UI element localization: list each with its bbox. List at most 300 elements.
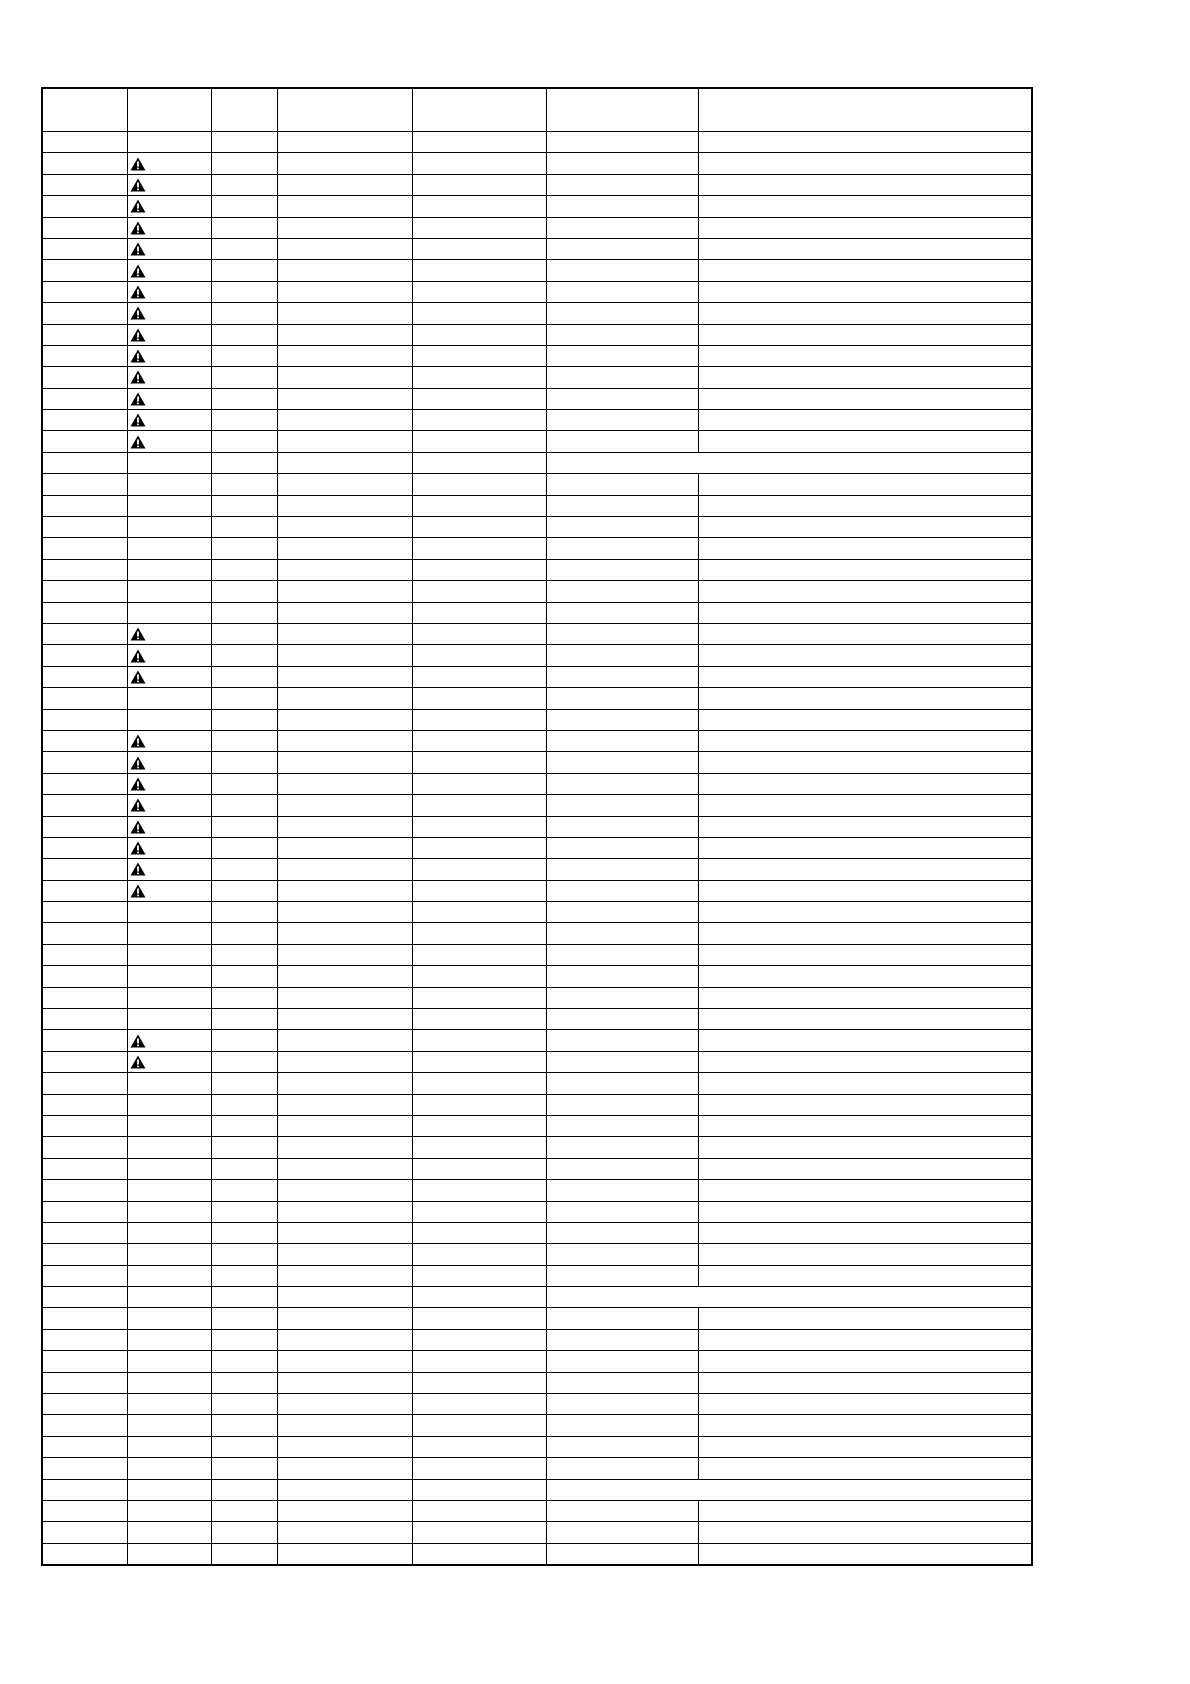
table-cell <box>127 1329 211 1350</box>
table-cell <box>698 944 1032 965</box>
table-cell <box>277 944 412 965</box>
table-cell <box>412 303 546 324</box>
table-cell <box>127 1051 211 1072</box>
table-cell <box>412 1051 546 1072</box>
table-cell <box>277 1158 412 1179</box>
table-cell <box>211 474 277 495</box>
table-cell <box>412 923 546 944</box>
table-cell <box>211 1265 277 1286</box>
table-cell <box>127 987 211 1008</box>
table-cell <box>546 1137 698 1158</box>
table-cell <box>546 1201 698 1222</box>
table-cell <box>277 452 412 473</box>
table-cell <box>211 602 277 623</box>
table-cell <box>546 1415 698 1436</box>
table-cell <box>127 559 211 580</box>
table-cell <box>211 837 277 858</box>
table-cell <box>277 666 412 687</box>
table-cell <box>277 730 412 751</box>
table-cell <box>42 1265 127 1286</box>
table-cell <box>42 944 127 965</box>
table-cell <box>698 388 1032 409</box>
table-cell <box>412 816 546 837</box>
table-cell <box>412 1479 546 1500</box>
table-row <box>42 538 1032 559</box>
table-row <box>42 174 1032 195</box>
table-cell <box>211 452 277 473</box>
table-cell <box>698 1265 1032 1286</box>
table-row <box>42 730 1032 751</box>
table-cell <box>42 752 127 773</box>
table-cell <box>412 688 546 709</box>
table-cell <box>211 923 277 944</box>
table-cell <box>698 324 1032 345</box>
warning-triangle-icon <box>130 306 146 320</box>
warning-triangle-icon <box>130 349 146 363</box>
table-cell <box>277 816 412 837</box>
table-cell <box>127 666 211 687</box>
table-cell <box>546 174 698 195</box>
table-cell <box>42 431 127 452</box>
table-cell <box>211 1436 277 1457</box>
table-cell <box>698 1009 1032 1030</box>
table-cell <box>412 324 546 345</box>
table-cell <box>127 944 211 965</box>
table-cell <box>412 1265 546 1286</box>
table-cell <box>546 645 698 666</box>
table-cell <box>211 1329 277 1350</box>
table-cell <box>546 1522 698 1543</box>
table-cell <box>211 1415 277 1436</box>
table-cell <box>277 196 412 217</box>
table-cell <box>277 645 412 666</box>
table-cell <box>546 153 698 174</box>
table-cell <box>127 859 211 880</box>
table-cell <box>211 174 277 195</box>
table-row <box>42 410 1032 431</box>
table-cell <box>127 602 211 623</box>
table-cell <box>42 1009 127 1030</box>
table-cell <box>698 1244 1032 1265</box>
table-cell <box>42 966 127 987</box>
table-cell <box>546 1094 698 1115</box>
table-cell <box>42 1201 127 1222</box>
table-row <box>42 1222 1032 1243</box>
table-cell <box>211 966 277 987</box>
table-cell <box>412 1094 546 1115</box>
table-cell <box>127 517 211 538</box>
table-row <box>42 987 1032 1008</box>
table-cell <box>42 795 127 816</box>
table-row <box>42 902 1032 923</box>
table-cell <box>412 795 546 816</box>
table-cell <box>546 345 698 366</box>
table-cell <box>546 966 698 987</box>
table-cell <box>127 538 211 559</box>
table-cell <box>277 623 412 644</box>
table-cell <box>42 1329 127 1350</box>
table-cell <box>211 1458 277 1479</box>
table-cell <box>412 1458 546 1479</box>
table-cell <box>42 645 127 666</box>
table-cell <box>412 132 546 153</box>
warning-triangle-icon <box>130 328 146 342</box>
table-cell <box>211 623 277 644</box>
table-cell <box>277 1436 412 1457</box>
table-cell <box>211 1094 277 1115</box>
table-cell <box>277 132 412 153</box>
table-cell <box>546 1394 698 1415</box>
table-cell <box>211 517 277 538</box>
table-cell <box>42 1501 127 1522</box>
table-cell <box>698 837 1032 858</box>
table-cell <box>277 1351 412 1372</box>
table-cell <box>698 367 1032 388</box>
table-cell <box>698 1415 1032 1436</box>
table-cell <box>211 773 277 794</box>
parts-list-sheet <box>41 87 1031 1573</box>
table-row <box>42 666 1032 687</box>
table-cell <box>412 559 546 580</box>
table-cell <box>698 1372 1032 1393</box>
table-cell <box>211 1522 277 1543</box>
table-cell <box>698 1137 1032 1158</box>
table-cell <box>546 1222 698 1243</box>
table-cell <box>277 902 412 923</box>
table-cell <box>698 581 1032 602</box>
table-cell <box>211 795 277 816</box>
table-cell <box>211 902 277 923</box>
table-row <box>42 1372 1032 1393</box>
table-cell <box>698 1308 1032 1329</box>
warning-triangle-icon <box>130 264 146 278</box>
table-cell <box>277 581 412 602</box>
table-cell <box>42 816 127 837</box>
table-cell <box>211 1287 277 1308</box>
table-cell <box>546 773 698 794</box>
table-cell <box>277 1394 412 1415</box>
table-cell <box>211 1158 277 1179</box>
table-cell <box>42 623 127 644</box>
table-cell <box>127 1030 211 1051</box>
table-cell <box>277 709 412 730</box>
table-cell <box>127 1265 211 1286</box>
table-cell <box>127 1094 211 1115</box>
table-cell <box>127 132 211 153</box>
table-cell <box>546 795 698 816</box>
table-row <box>42 1287 1032 1308</box>
table-cell <box>277 859 412 880</box>
table-row <box>42 1201 1032 1222</box>
table-cell <box>211 303 277 324</box>
table-cell <box>42 260 127 281</box>
table-cell <box>42 1308 127 1329</box>
table-row <box>42 709 1032 730</box>
header-cell <box>42 88 127 132</box>
table-cell <box>42 859 127 880</box>
table-cell <box>277 773 412 794</box>
table-cell <box>546 581 698 602</box>
table-row <box>42 1137 1032 1158</box>
table-cell <box>698 1222 1032 1243</box>
table-cell <box>127 260 211 281</box>
table-cell <box>127 1244 211 1265</box>
table-cell <box>42 730 127 751</box>
table-cell <box>211 645 277 666</box>
table-cell <box>42 837 127 858</box>
table-cell <box>277 1180 412 1201</box>
table-cell <box>42 688 127 709</box>
table-cell <box>546 880 698 901</box>
table-cell <box>412 410 546 431</box>
table-cell <box>277 431 412 452</box>
table-cell <box>546 1501 698 1522</box>
table-cell <box>277 1115 412 1136</box>
table-cell <box>211 1115 277 1136</box>
header-cell <box>698 88 1032 132</box>
table-cell <box>698 517 1032 538</box>
warning-triangle-icon <box>130 777 146 791</box>
table-row <box>42 559 1032 580</box>
table-cell <box>277 517 412 538</box>
table-row <box>42 1308 1032 1329</box>
table-cell <box>42 1158 127 1179</box>
table-cell <box>412 837 546 858</box>
table-row <box>42 1329 1032 1350</box>
warning-triangle-icon <box>130 221 146 235</box>
table-cell <box>211 1351 277 1372</box>
table-cell <box>277 174 412 195</box>
table-cell <box>546 410 698 431</box>
table-cell <box>277 538 412 559</box>
table-cell <box>42 367 127 388</box>
table-cell <box>127 730 211 751</box>
table-cell <box>127 452 211 473</box>
table-cell <box>277 345 412 366</box>
table-cell <box>546 474 698 495</box>
table-cell <box>277 1543 412 1565</box>
table-cell <box>211 495 277 516</box>
warning-triangle-icon <box>130 157 146 171</box>
table-cell <box>277 1009 412 1030</box>
table-cell <box>546 367 698 388</box>
table-cell <box>211 388 277 409</box>
table-cell <box>127 217 211 238</box>
table-cell <box>277 559 412 580</box>
warning-triangle-icon <box>130 1034 146 1048</box>
table-cell <box>211 688 277 709</box>
table-cell <box>127 324 211 345</box>
table-cell <box>42 1115 127 1136</box>
table-cell <box>412 1073 546 1094</box>
warning-triangle-icon <box>130 242 146 256</box>
table-row <box>42 1051 1032 1072</box>
table-cell <box>127 474 211 495</box>
table-row <box>42 859 1032 880</box>
table-cell <box>42 324 127 345</box>
warning-triangle-icon <box>130 884 146 898</box>
table-cell <box>412 730 546 751</box>
table-cell <box>211 1372 277 1393</box>
table-cell <box>698 1094 1032 1115</box>
table-cell <box>42 1543 127 1565</box>
table-cell <box>127 1158 211 1179</box>
table-cell <box>127 1115 211 1136</box>
table-cell <box>698 795 1032 816</box>
warning-triangle-icon <box>130 862 146 876</box>
table-cell <box>42 1372 127 1393</box>
table-cell <box>42 1137 127 1158</box>
table-header-row <box>42 88 1032 132</box>
table-row <box>42 773 1032 794</box>
table-cell <box>277 1308 412 1329</box>
table-cell <box>412 1287 546 1308</box>
table-cell <box>698 281 1032 302</box>
table-cell <box>127 923 211 944</box>
table-cell <box>698 474 1032 495</box>
table-cell <box>42 303 127 324</box>
table-row <box>42 1244 1032 1265</box>
table-cell <box>211 816 277 837</box>
table-row <box>42 153 1032 174</box>
table-cell <box>211 1051 277 1072</box>
table-row <box>42 1094 1032 1115</box>
table-cell <box>127 645 211 666</box>
table-cell <box>698 495 1032 516</box>
table-cell <box>412 1501 546 1522</box>
table-cell <box>698 1158 1032 1179</box>
table-cell <box>546 1458 698 1479</box>
table-cell <box>277 324 412 345</box>
table-cell <box>42 495 127 516</box>
table-cell <box>412 966 546 987</box>
table-cell <box>42 517 127 538</box>
table-cell <box>698 1458 1032 1479</box>
table-cell <box>42 1458 127 1479</box>
table-cell <box>412 281 546 302</box>
table-cell <box>277 153 412 174</box>
table-row <box>42 1415 1032 1436</box>
header-cell <box>546 88 698 132</box>
table-row <box>42 1009 1032 1030</box>
table-cell <box>277 1479 412 1500</box>
table-row <box>42 238 1032 259</box>
table-cell <box>211 752 277 773</box>
table-cell <box>412 944 546 965</box>
table-cell <box>546 388 698 409</box>
table-cell <box>127 1201 211 1222</box>
table-cell <box>42 1351 127 1372</box>
table-cell <box>546 1115 698 1136</box>
warning-triangle-icon <box>130 370 146 384</box>
table-row <box>42 752 1032 773</box>
warning-triangle-icon <box>130 392 146 406</box>
table-cell <box>546 1265 698 1286</box>
table-cell <box>127 367 211 388</box>
table-cell <box>546 217 698 238</box>
table-cell <box>546 1329 698 1350</box>
table-cell <box>211 538 277 559</box>
table-cell <box>546 495 698 516</box>
table-cell <box>127 1436 211 1457</box>
table-cell <box>211 559 277 580</box>
table-cell <box>277 217 412 238</box>
table-cell <box>546 1479 1032 1500</box>
table-cell <box>412 495 546 516</box>
table-cell <box>698 816 1032 837</box>
table-cell <box>698 1501 1032 1522</box>
table-cell <box>127 1180 211 1201</box>
table-row <box>42 260 1032 281</box>
table-cell <box>412 1372 546 1393</box>
table-cell <box>277 1522 412 1543</box>
table-cell <box>546 1244 698 1265</box>
table-row <box>42 431 1032 452</box>
table-cell <box>42 581 127 602</box>
table-cell <box>546 1287 1032 1308</box>
table-cell <box>412 1329 546 1350</box>
table-cell <box>42 538 127 559</box>
table-cell <box>42 281 127 302</box>
table-cell <box>211 944 277 965</box>
table-cell <box>698 688 1032 709</box>
table-cell <box>698 153 1032 174</box>
table-row <box>42 623 1032 644</box>
table-row <box>42 132 1032 153</box>
table-row <box>42 966 1032 987</box>
table-cell <box>546 666 698 687</box>
table-cell <box>42 1094 127 1115</box>
table-cell <box>277 410 412 431</box>
table-cell <box>412 602 546 623</box>
table-row <box>42 1394 1032 1415</box>
table-cell <box>412 1522 546 1543</box>
table-cell <box>42 1030 127 1051</box>
table-cell <box>127 966 211 987</box>
table-cell <box>127 1372 211 1393</box>
table-cell <box>412 538 546 559</box>
table-cell <box>277 1501 412 1522</box>
warning-triangle-icon <box>130 1055 146 1069</box>
warning-triangle-icon <box>130 199 146 213</box>
table-cell <box>698 1329 1032 1350</box>
table-cell <box>546 859 698 880</box>
table-cell <box>42 773 127 794</box>
table-cell <box>277 1201 412 1222</box>
table-cell <box>698 645 1032 666</box>
table-cell <box>277 303 412 324</box>
table-cell <box>698 238 1032 259</box>
table-cell <box>127 880 211 901</box>
table-cell <box>127 1073 211 1094</box>
table-cell <box>211 431 277 452</box>
table-cell <box>698 880 1032 901</box>
table-cell <box>698 1436 1032 1457</box>
table-cell <box>42 923 127 944</box>
parts-table <box>41 87 1033 1566</box>
table-cell <box>698 902 1032 923</box>
table-cell <box>42 1415 127 1436</box>
table-cell <box>412 1394 546 1415</box>
table-cell <box>42 196 127 217</box>
table-row <box>42 1436 1032 1457</box>
warning-triangle-icon <box>130 178 146 192</box>
table-cell <box>698 987 1032 1008</box>
table-cell <box>277 837 412 858</box>
table-cell <box>412 1244 546 1265</box>
table-cell <box>546 902 698 923</box>
table-cell <box>546 623 698 644</box>
